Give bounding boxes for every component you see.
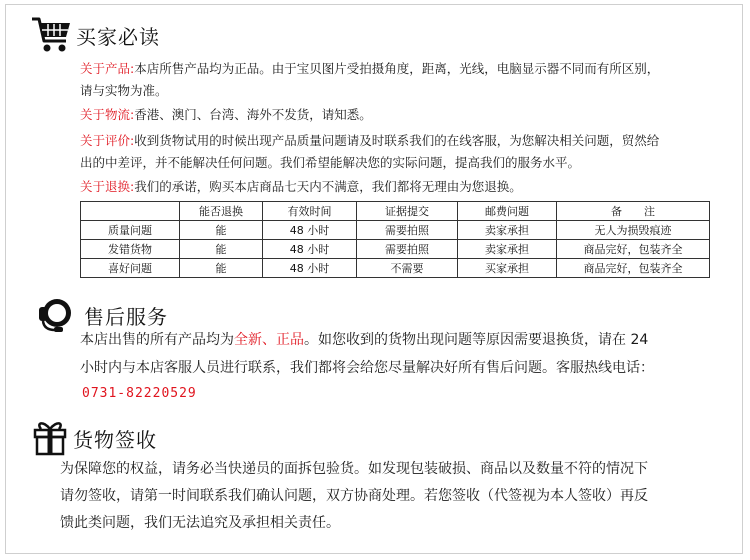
table-row: 质量问题 能 48 小时 需要拍照 卖家承担 无人为损毁痕迹 — [81, 221, 710, 240]
notice-header — [30, 15, 160, 55]
headset-icon — [36, 296, 76, 334]
notice-product: 关于产品:本店所售产品均为正品。由于宝贝图片受拍摄角度，距离，光线，电脑显示器不同而有所区别， — [80, 61, 660, 76]
notice-logistics: 关于物流:香港、澳门、台湾、海外不发货，请知悉。 — [80, 107, 372, 122]
after-sales-line-1: 本店出售的所有产品均为全新、正品。如您收到的货物出现问题等原因需要退换货，请在 24 — [80, 332, 649, 348]
return-policy-table — [80, 201, 710, 278]
after-sales-line-2: 小时内与本店客服人员进行联系，我们都将会给您尽量解决好所有售后问题。客服热线电话： — [80, 360, 654, 376]
notice-review-cont: 出的中差评，并不能解决任何问题。我们希望能解决您的实际问题，提高我们的服务水平。 — [80, 155, 581, 170]
receipt-line-3: 馈此类问题，我们无法追究及承担相关责任。 — [60, 515, 340, 531]
service-hotline: 0731-82220529 — [82, 386, 197, 401]
notice-product-cont: 请与实物为准。 — [80, 83, 168, 98]
after-sales-title: 售后服务 — [84, 304, 168, 329]
shopping-cart-icon — [30, 15, 72, 55]
receipt-header — [33, 420, 157, 456]
table-row: 发错货物 能 48 小时 需要拍照 卖家承担 商品完好，包装齐全 — [81, 240, 710, 259]
table-row: 喜好问题 能 48 小时 不需要 买家承担 商品完好，包装齐全 — [81, 259, 710, 278]
notice-return: 关于退换:我们的承诺，购买本店商品七天内不满意，我们都将无理由为您退换。 — [80, 179, 522, 194]
receipt-line-1: 为保障您的权益，请务必当快递员的面拆包验货。如发现包装破损、商品以及数量不符的情况下 — [60, 461, 648, 477]
receipt-title: 货物签收 — [73, 427, 157, 452]
receipt-line-2: 请勿签收，请第一时间联系我们确认问题，双方协商处理。若您签收（代签视为本人签收）再反 — [60, 488, 648, 504]
gift-box-icon — [33, 420, 67, 456]
notice-title: 买家必读 — [76, 24, 160, 49]
notice-review: 关于评价:收到货物试用的时候出现产品质量问题请及时联系我们的在线客服，为您解决相关问题，贸然给 — [80, 133, 660, 148]
table-header-row: 能否退换 有效时间 证据提交 邮费问题 备 注 — [81, 202, 710, 221]
